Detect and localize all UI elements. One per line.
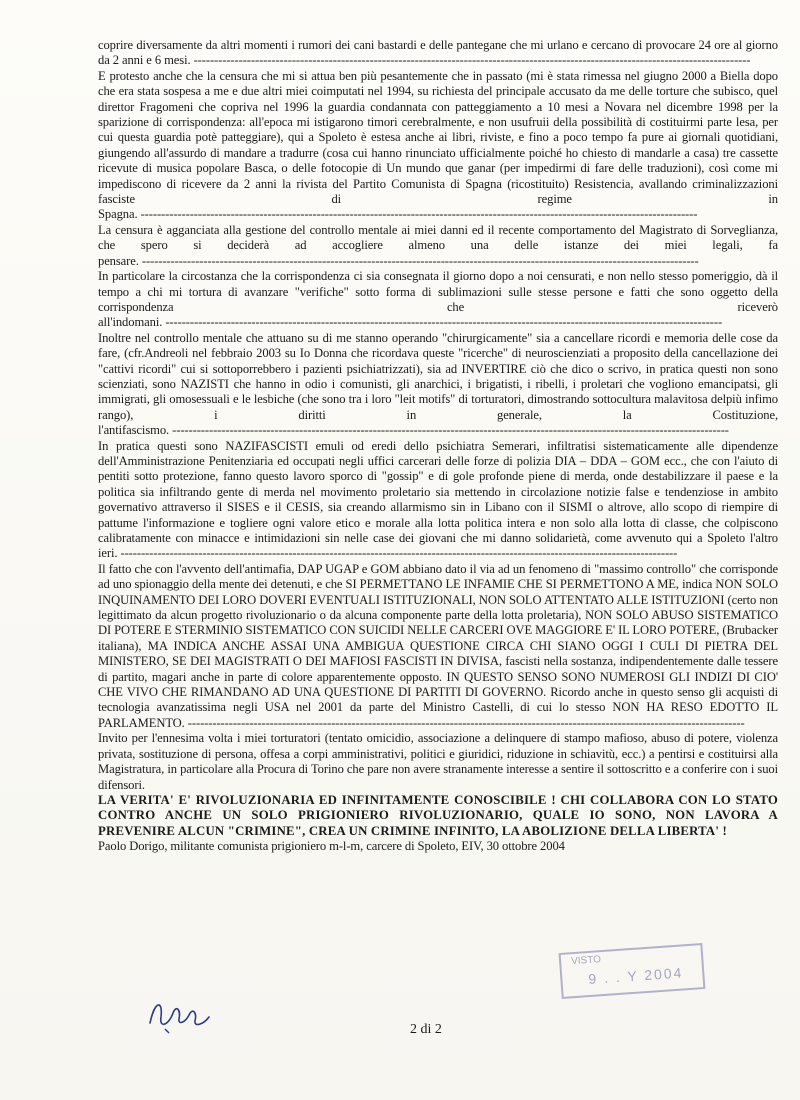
paragraph-4: In particolare la circostanza che la corrispondenza ci sia consegnata il giorno dopo a noi censurati, e non nello stesso pomeriggio, dà il tempo a chi mi tortura di avanzare "verifiche" sotto forma di sublimazioni sulle stesse persone e fatti che sono oggetto della corrispondenza che riceverò all'indomani. ----- (98, 269, 778, 331)
stamp-date: 9 . . Y 2004 (587, 964, 684, 988)
received-stamp (559, 943, 706, 999)
paragraph-3: La censura è agganciata alla gestione del controllo mentale ai miei danni ed il recente comportamento del Magistrato di Sorveglianza, che spero si deciderà ad accogliere almeno una delle istanze dei miei legali, fa pensare. ----- (98, 223, 778, 269)
page-number: 2 di 2 (410, 1022, 442, 1037)
paragraph-7: Il fatto che con l'avvento dell'antimafia, DAP UGAP e GOM abbiano dato il via ad un fenomeno di "massimo controllo" che corrisponde ad uno spionaggio della mente dei detenuti, e che SI PERMETTANO LE INFAMIE CHE SI PERMETTONO A ME, indica NON SOLO INQUINAMENTO DEI LORO DOVERI EVENTUALI ISTITUZIONALI, NON SOLO ATTENTATO ALLE ISTITUZIONI (certo non legittimato da alcun progetto rivoluzionario o da alcuna componente parte della lotta proletaria), NON SOLO ABUSO SISTEMATICO DI POTERE E STERMINIO SISTEMATICO CON SUICIDI NELLE CARCERI OVE MAGGIORE E' IL LORO POTERE, (Brubacker italiana), MA INDICA ANCHE ASSAI UNA AMBIGUA QUESTIONE CIRCA CHI SIANO OGGI I CULI DI PIETRA DEL MINISTERO, SE DEI MAGISTRATI O DEI MAFIOSI FASCISTI IN DIVISA, fascisti nella sostanza, indipendentemente dalle tessere di partito, magari anche in parte di colore apparentemente opposto. IN QUESTO SENSO SONO NUMEROSI GLI INDIZI DI CIO' CHE VIVO CHE RIMANDANO AD UNA QUESTIONE DI PARTITI DI GOVERNO. Ricordo anche in questo senso gli acquisti di tecnologia avanzatissima negli USA nel 2001 da parte del Ministro Castelli, di cui lo stesso NON HA RESO EDOTTO IL PARLAMENTO. ----- (98, 562, 778, 731)
signoff-line: Paolo Dorigo, militante comunista prigioniero m-l-m, carcere di Spoleto, EIV, 30 ottobre 2004 (98, 839, 565, 854)
letter-body (98, 38, 778, 855)
paragraph-6: In pratica questi sono NAZIFASCISTI emuli od eredi dello psichiatra Semerari, infiltratisi sistematicamente alle dipendenze dell'Amministrazione Penitenziaria ed occupati negli uffici carcerari delle forze di polizia DIA – DDA – GOM ecc., che con l'aiuto di pentiti sotto protezione, fanno questo lavoro sporco di "gossip" e di gole profonde piene di merda, onde destabilizzare il paese e la politica sia infiltrando gente di merda nel movimento proletario sia mettendo in circolazione notizie false e tendenziose in ambito governativo attraverso il SISES e il CESIS, sia creando allarmismo sin in Libano con il SISMI o altrove, allo scopo di riempire di pattume l'informazione e togliere ogni valore etico e morale alla lotta politica intera e non solo alla lotta di classe, che colpiscono calibratamente con minacce e intimidazioni sin nelle case dei giovani che mi danno solidarietà, come avvenuto qui a Spoleto l'altro ieri. ----- (98, 439, 778, 562)
stamp-label: VISTO (570, 954, 602, 968)
paragraph-1: coprire diversamente da altri momenti i rumori dei cani bastardi e delle pantegane che mi urlano e cercano di provocare 24 ore al giorno da 2 anni e 6 mesi. ----- (98, 38, 778, 69)
paragraph-5: Inoltre nel controllo mentale che attuano su di me stanno operando "chirurgicamente" sia a cancellare ricordi e memoria delle cose da fare, (cfr.Andreoli nel febbraio 2003 su Io Donna che ricordava queste "ricerche" di neuroscienziati a proposito della cancellazione dei "cattivi ricordi" cui si sottoporrebbero i pazienti psichiatrizzati), sia ad INVERTIRE ciò che dico o scrivo, in pratica questi non sono scienziati, sono NAZISTI che hanno in odio i comunisti, gli anarchici, i brigatisti, i ribelli, i proletari che vogliono emancipatsi, gli immigrati, gli omosessuali e le lesbiche (che sono tra i loro "leit motifs" di torturatori, dimostrando sottocultura malavitosa delpiù infimo rango), i diritti in generale, la Costituzione, l'antifascismo. ----- (98, 331, 778, 439)
paragraph-2: E protesto anche che la censura che mi si attua ben più pesantemente che in passato (mi è stata rimessa nel giugno 2000 a Biella dopo che era stata sospesa a me e due altri miei coimputati nel 1994, su richiesta del principale accusato da me delle torture che subisco, quel direttor Fragomeni che copriva nel 1996 la guardia condannata con patteggiamento a 10 mesi a Novara nel dicembre 1998 per la sparizione di corrispondenza: all'epoca mi istigarono timori cerebralmente, e non usufruii della possibilità di costituirmi parte lesa, per cui questa guardia potè patteggiare), qui a Spoleto è estesa anche ai libri, riviste, e fino a poco tempo fa pure ai giornali quotidiani, giungendo all'assurdo di mandare a tradurre (cosa cui hanno rinunciato ufficialmente poiché ho chiesto di mandarle a casa) tre cassette ricevute di musica popolare Basca, o delle fotocopie di Un mundo que ganar (per impedirmi di fare delle traduzioni), così come mi impediscono di ricevere da 2 anni la rivista del Partito Comunista di Spagna (ricostituito) Resistencia, avallando criminalizzazioni fasciste di regime in Spagna. ----- (98, 69, 778, 223)
closing-statement: LA VERITA' E' RIVOLUZIONARIA ED INFINITAMENTE CONOSCIBILE ! CHI COLLABORA CON LO STATO CONTRO ANCHE UN SOLO PRIGIONIERO RIVOLUZIONARIO, QUALE IO SONO, NON LAVORA A PREVENIRE ALCUN "CRIMINE", CREA UN CRIMINE INFINITO, LA ABOLIZIONE DELLA LIBERTA' ! (98, 792, 778, 838)
handwritten-signature (145, 995, 215, 1035)
paragraph-8: Invito per l'ennesima volta i miei torturatori (tentato omicidio, associazione a delinquere di stampo mafioso, abuso di potere, violenza privata, sostituzione di persona, offesa a corpi amministrativi, politici e giuridici, riduzione in schiavitù, ecc.) a pentirsi e costituirsi alla Magistratura, in particolare alla Procura di Torino che pare non avere stranamente interesse a sentire il sottoscritto e a conferire con i suoi difensori. (98, 731, 778, 792)
